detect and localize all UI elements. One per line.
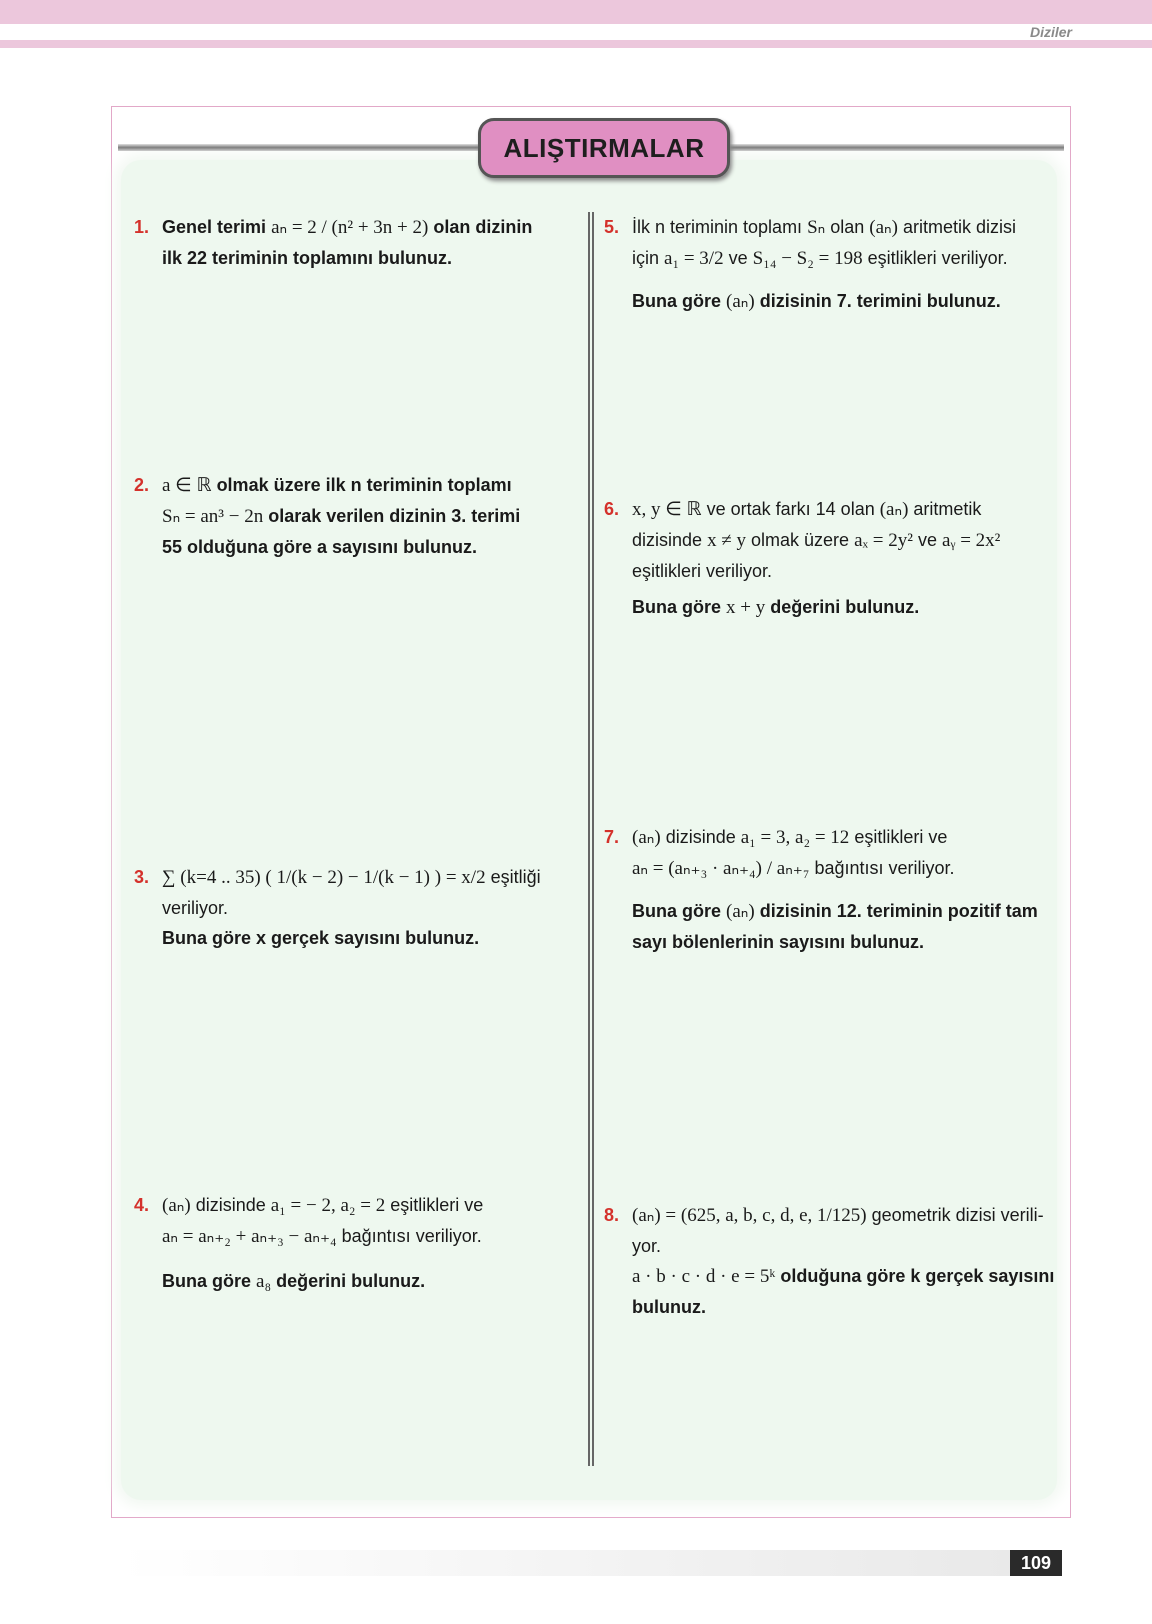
question-text: değerini bulunuz.: [770, 597, 920, 617]
question-number: 8.: [604, 1205, 620, 1225]
question-text: eşitlikleri veriliyor.: [632, 561, 773, 581]
question-text: aritmetik dizisi: [902, 217, 1016, 237]
formula: aₙ = aₙ₊₂ + aₙ₊₃ − aₙ₊₄: [162, 1226, 337, 1247]
question-text: olan dizinin: [433, 217, 533, 237]
question-6: [604, 494, 1059, 623]
question-text: Buna göre: [632, 597, 722, 617]
question-text: Genel terimi: [162, 217, 267, 237]
question-text: olarak verilen dizinin 3. terimi: [268, 506, 521, 526]
question-text: Buna göre x gerçek sayısını bulunuz.: [162, 928, 480, 948]
question-3: [134, 862, 574, 953]
formula: aₙ = (aₙ₊₃ · aₙ₊₄) / aₙ₊₇: [632, 858, 810, 879]
formula: (aₙ): [869, 217, 898, 238]
question-text: İlk n teriminin toplamı: [632, 217, 803, 237]
question-number: 5.: [604, 217, 620, 237]
question-number: 3.: [134, 867, 150, 887]
question-7: [604, 822, 1059, 957]
formula: a ∈ ℝ: [162, 475, 212, 496]
question-1: [134, 212, 574, 273]
question-text: olmak üzere: [751, 530, 850, 550]
question-text: dizisinde: [665, 827, 736, 847]
footer-gradient-bar: [120, 1550, 1010, 1576]
formula: (aₙ): [162, 1195, 191, 1216]
formula: a · b · c · d · e = 5ᵏ: [632, 1266, 776, 1287]
formula: aₙ = 2 / (n² + 3n + 2): [271, 217, 429, 238]
question-text: olmak üzere ilk n teriminin toplamı: [216, 475, 512, 495]
question-text: bağıntısı veriliyor.: [341, 1226, 482, 1246]
formula: Sₙ: [807, 217, 826, 238]
question-text: eşitlikleri ve: [854, 827, 948, 847]
formula: S₁₄ − S₂ = 198: [752, 248, 863, 269]
question-text: Buna göre: [632, 901, 722, 921]
running-title: Diziler: [1029, 24, 1072, 40]
question-text: 55 olduğuna göre a sayısını bulunuz.: [162, 537, 478, 557]
question-text: ve ortak farkı 14 olan: [706, 499, 875, 519]
formula: aᵧ = 2x²: [941, 530, 1001, 551]
question-text: ilk 22 teriminin toplamını bulunuz.: [162, 248, 453, 268]
question-number: 4.: [134, 1195, 150, 1215]
formula: ∑ (k=4 .. 35) ( 1/(k − 2) − 1/(k − 1) ) = x/2: [162, 867, 486, 888]
section-title-box: [478, 118, 730, 178]
question-text: ve: [917, 530, 937, 550]
question-text: Buna göre: [162, 1271, 252, 1291]
title-rule-left: [118, 144, 480, 151]
formula: a₈: [256, 1271, 272, 1292]
formula: Sₙ = an³ − 2n: [162, 506, 264, 527]
question-text: bağıntısı veriliyor.: [814, 858, 955, 878]
question-text: ve: [728, 248, 748, 268]
top-decorative-band: [0, 0, 1152, 24]
top-decorative-line: [0, 40, 1152, 48]
question-number: 7.: [604, 827, 620, 847]
question-text: dizisinin 12. teriminin pozitif tam: [759, 901, 1038, 921]
question-number: 6.: [604, 499, 620, 519]
question-text: geometrik dizisi verili-: [871, 1205, 1044, 1225]
question-text: eşitlikleri ve: [390, 1195, 484, 1215]
question-4: [134, 1190, 574, 1297]
formula: (aₙ) = (625, a, b, c, d, e, 1/125): [632, 1205, 867, 1226]
question-text: dizisinde: [632, 530, 703, 550]
question-text: bulunuz.: [632, 1297, 706, 1317]
question-text: değerini bulunuz.: [276, 1271, 426, 1291]
question-text: için: [632, 248, 660, 268]
question-5: [604, 212, 1059, 317]
formula: x + y: [726, 597, 766, 618]
question-number: 2.: [134, 475, 150, 495]
question-text: sayı bölenlerinin sayısını bulunuz.: [632, 932, 925, 952]
formula: x, y ∈ ℝ: [632, 499, 702, 520]
question-8: [604, 1200, 1059, 1322]
formula: a₁ = − 2, a₂ = 2: [270, 1195, 386, 1216]
question-number: 1.: [134, 217, 150, 237]
formula: x ≠ y: [707, 530, 746, 551]
title-rule-right: [722, 144, 1064, 151]
question-text: dizisinin 7. terimini bulunuz.: [759, 291, 1001, 311]
question-text: Buna göre: [632, 291, 722, 311]
question-text: olan: [830, 217, 865, 237]
formula: (aₙ): [726, 291, 755, 312]
question-text: aritmetik: [913, 499, 982, 519]
formula: aₓ = 2y²: [854, 530, 913, 551]
question-text: yor.: [632, 1236, 662, 1256]
question-text: eşitlikleri veriliyor.: [867, 248, 1008, 268]
formula: (aₙ): [726, 901, 755, 922]
column-divider: [588, 212, 594, 1466]
question-2: [134, 470, 574, 562]
question-text: dizisinde: [195, 1195, 266, 1215]
formula: a₁ = 3, a₂ = 12: [740, 827, 850, 848]
page-number: 109: [1010, 1550, 1062, 1576]
question-text: eşitliği veriliyor.: [162, 867, 541, 918]
formula: (aₙ): [632, 827, 661, 848]
question-text: olduğuna göre k gerçek sayısını: [780, 1266, 1055, 1286]
formula: (aₙ): [879, 499, 909, 520]
formula: a₁ = 3/2: [664, 248, 724, 269]
section-title: ALIŞTIRMALAR: [503, 132, 705, 163]
